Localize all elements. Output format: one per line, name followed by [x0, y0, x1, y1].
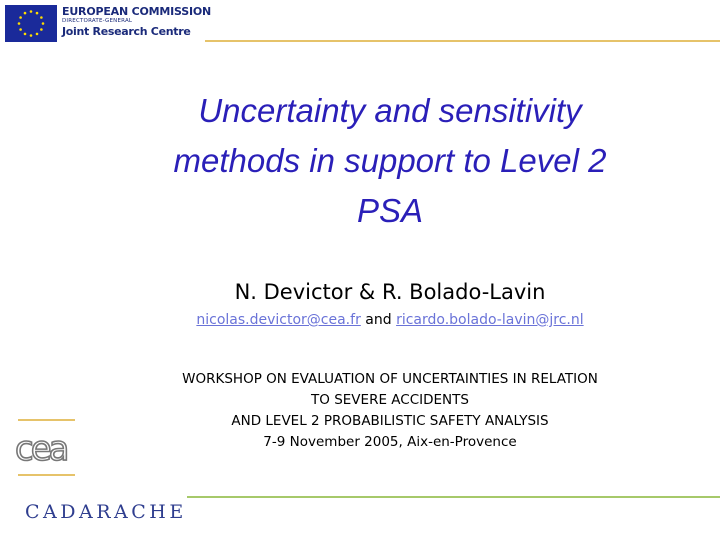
eu-star-icon: [42, 22, 45, 25]
cea-logo: [14, 431, 78, 465]
eu-star-icon: [36, 12, 39, 15]
title-line: methods in support to Level 2: [173, 142, 607, 179]
side-divider: [18, 474, 75, 476]
cea-logo-text: cea: [15, 431, 67, 465]
author-emails: [90, 310, 690, 330]
eu-star-icon: [19, 16, 22, 19]
title-line: Uncertainty and sensitivity: [198, 92, 582, 129]
email-joiner: and: [365, 312, 392, 328]
cadarache-logo: CADARACHE: [25, 501, 187, 523]
workshop-line: WORKSHOP ON EVALUATION OF UNCERTAINTIES IN RELATION: [182, 371, 598, 387]
email-link-devictor[interactable]: nicolas.devictor@cea.fr: [196, 312, 361, 328]
org-name: EUROPEAN COMMISSION: [62, 5, 212, 18]
workshop-line: AND LEVEL 2 PROBABILISTIC SAFETY ANALYSIS: [231, 413, 549, 429]
eu-star-icon: [40, 16, 43, 19]
authors: N. Devictor & R. Bolado-Lavin: [234, 280, 546, 304]
eu-star-icon: [40, 28, 43, 31]
side-divider: [18, 419, 75, 421]
workshop-line: TO SEVERE ACCIDENTS: [311, 392, 469, 408]
footer-divider: [187, 496, 720, 498]
eu-star-icon: [18, 22, 21, 25]
org-centre: Joint Research Centre: [62, 25, 191, 38]
eu-flag-icon: [5, 5, 57, 42]
title-line: PSA: [356, 192, 424, 229]
email-link-bolado[interactable]: ricardo.bolado-lavin@jrc.nl: [396, 312, 584, 328]
european-commission-logo: [5, 5, 212, 45]
org-subtitle: DIRECTORATE-GENERAL: [62, 18, 133, 24]
eu-star-icon: [30, 34, 33, 37]
eu-star-icon: [19, 28, 22, 31]
eu-star-icon: [36, 33, 39, 36]
workshop-info: [80, 369, 700, 453]
eu-star-icon: [24, 12, 27, 15]
eu-star-icon: [30, 10, 33, 13]
eu-star-icon: [24, 33, 27, 36]
slide-title: [100, 86, 680, 236]
header-divider: [205, 40, 720, 42]
workshop-date: 7-9 November 2005, Aix-en-Provence: [263, 434, 517, 450]
